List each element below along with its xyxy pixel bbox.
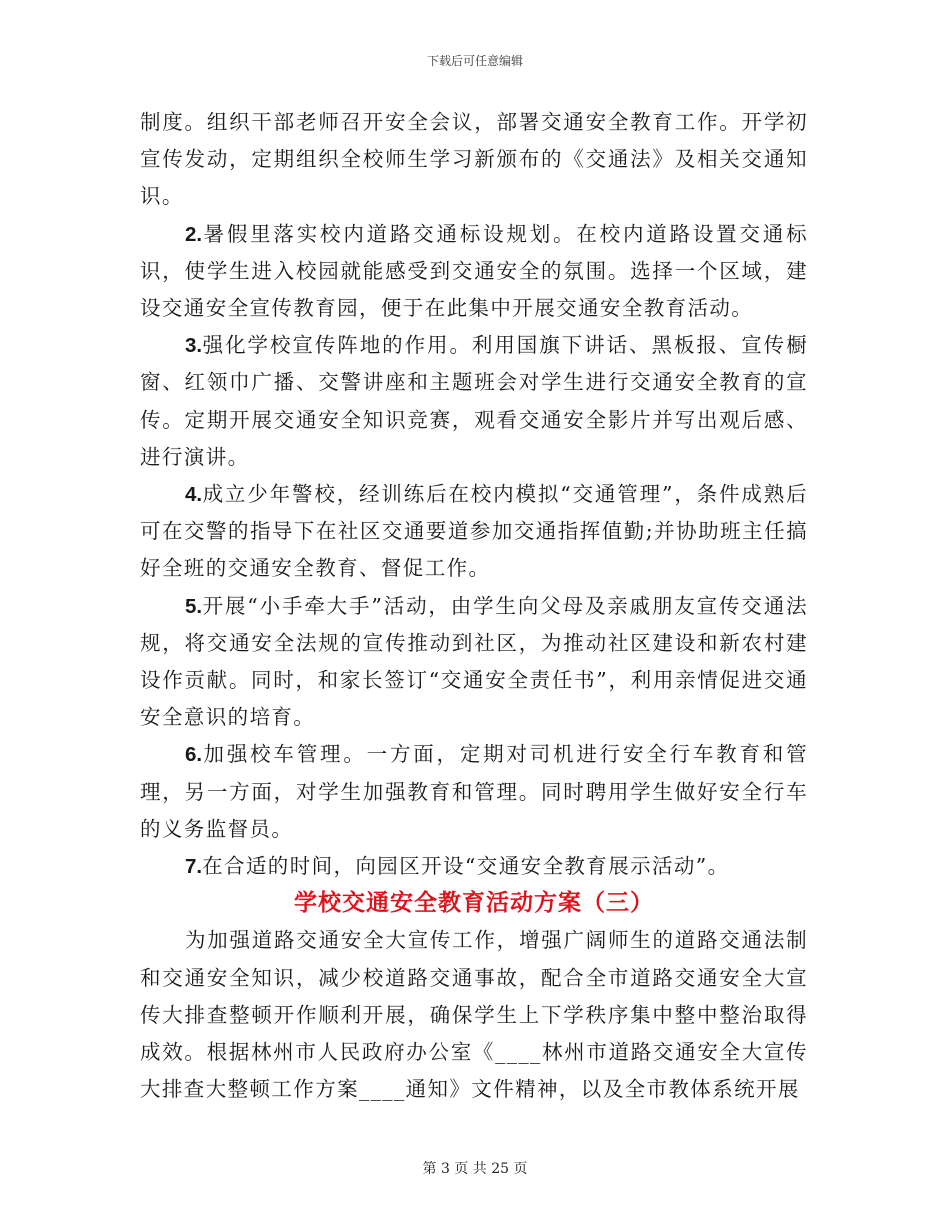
page-header: 下载后可任意编辑 <box>426 54 523 68</box>
list-item <box>140 848 808 885</box>
paragraph-text: 为加强道路交通安全大宣传工作，增强广阔师生的道路交通法制和交通安全知识，减少校道路交通事故，配合全市道路交通安全大宣传大排查整顿开作顺利开展，确保学生上下学秩序集中整中整治取得成效。根据林州市人民政府办公室《____林州市道路交通安全大宣传大排查大整顿工作方案____通知》文件精神，以及全市教体系统开展 <box>140 928 808 1102</box>
list-number: 4. <box>185 483 203 507</box>
list-number: 6. <box>185 743 203 767</box>
list-number: 5. <box>185 594 203 618</box>
page-footer: 第 3 页 共 25 页 <box>422 1161 528 1177</box>
list-number: 7. <box>185 855 203 879</box>
list-item-text: 成立少年警校，经训练后在校内模拟“交通管理”，条件成熟后可在交警的指导下在社区交通要道参加交通指挥值勤;并协助班主任搞好全班的交通安全教育、督促工作。 <box>140 482 808 581</box>
document-body <box>140 104 808 1108</box>
list-item <box>140 216 808 328</box>
section-title: 学校交通安全教育活动方案（三） <box>294 890 654 917</box>
list-item <box>140 588 808 737</box>
list-number: 2. <box>185 222 203 246</box>
list-item-text: 在合适的时间，向园区开设“交通安全教育展示活动”。 <box>202 854 730 879</box>
paragraph-continuation <box>140 104 808 216</box>
list-item <box>140 476 808 588</box>
list-item-text: 开展“小手牵大手”活动，由学生向父母及亲戚朋友宣传交通法规，将交通安全法规的宣传推动到社区，为推动社区建设和新农村建设作贡献。同时，和家长签订“交通安全责任书”，利用亲情促进交通安全意识的培育。 <box>140 593 808 730</box>
paragraph-text: 制度。组织干部老师召开安全会议，部署交通安全教育工作。开学初宣传发动，定期组织全校师生学习新颁布的《交通法》及相关交通知识。 <box>140 110 808 209</box>
list-item-text: 加强校车管理。一方面，定期对司机进行安全行车教育和管理，另一方面，对学生加强教育和管理。同时聘用学生做好安全行车的义务监督员。 <box>140 742 808 841</box>
list-item-text: 暑假里落实校内道路交通标设规划。在校内道路设置交通标识，使学生进入校园就能感受到交通安全的氛围。选择一个区域，建设交通安全宣传教育园，便于在此集中开展交通安全教育活动。 <box>140 221 808 321</box>
list-item-text: 强化学校宣传阵地的作用。利用国旗下讲话、黑板报、宣传橱窗、红领巾广播、交警讲座和主题班会对学生进行交通安全教育的宣传。定期开展交通安全知识竞赛，观看交通安全影片并写出观后感、进行演讲。 <box>140 333 808 469</box>
intro-paragraph <box>140 922 808 1108</box>
list-number: 3. <box>185 334 203 358</box>
list-item <box>140 736 808 848</box>
list-item <box>140 327 808 476</box>
